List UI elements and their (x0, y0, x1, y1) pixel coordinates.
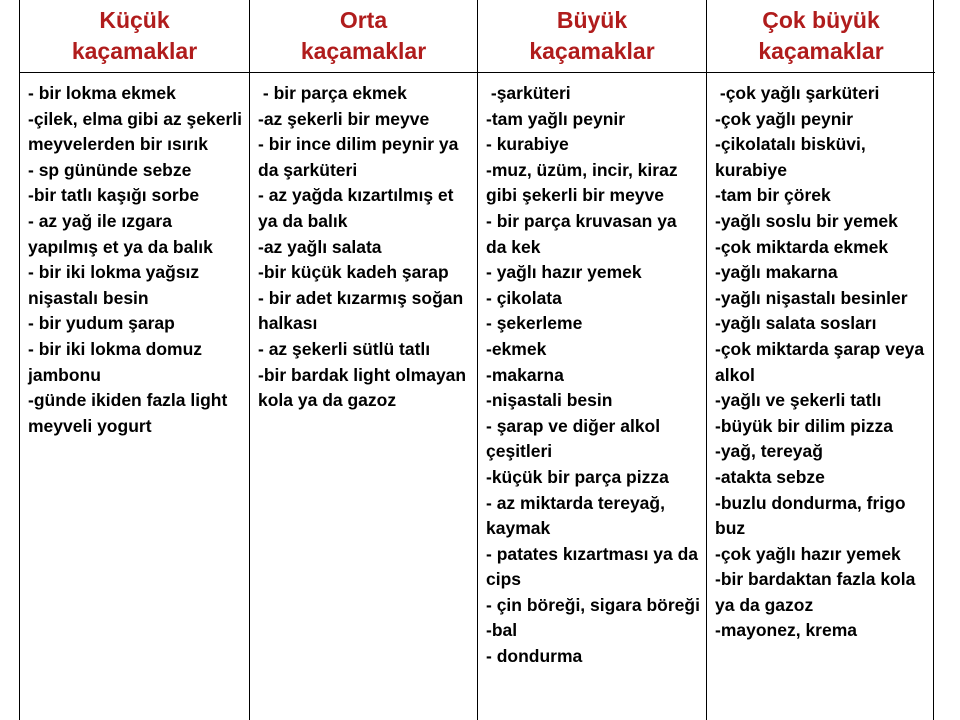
list-item: - sp gününde sebze (28, 159, 192, 180)
list-item: - bir parça ekmek (258, 83, 407, 103)
list-item: -bir küçük kadeh şarap (258, 262, 449, 283)
list-item: -çok yağlı hazır yemek (715, 543, 901, 564)
header-medium-snacks (249, 0, 477, 73)
list-item: - dondurma (486, 646, 583, 667)
snack-list (28, 81, 247, 439)
snack-size-table (19, 0, 934, 720)
list-item: -buzlu dondurma, frigo buz (715, 492, 911, 539)
list-item: -mayonez, krema (715, 620, 858, 641)
list-item: -yağlı ve şekerli tatlı (715, 390, 882, 411)
header-line-2: kaçamaklar (300, 38, 427, 64)
snack-list (486, 81, 703, 670)
list-item: -ekmek (486, 338, 547, 359)
list-item: -küçük bir parça pizza (486, 466, 669, 487)
list-item: -atakta sebze (715, 466, 825, 487)
list-item: - bir yudum şarap (28, 313, 175, 334)
header-line-2: kaçamaklar (529, 38, 655, 64)
list-item: - az miktarda tereyağ, kaymak (486, 492, 670, 539)
list-item: -tam yağlı peynir (486, 108, 626, 129)
column-medium-snacks (249, 73, 477, 720)
header-line-1: Çok büyük (762, 7, 880, 33)
header-line-1: Orta (339, 7, 388, 33)
list-item: - az şekerli sütlü tatlı (258, 338, 431, 359)
list-item: - patates kızartması ya da cips (486, 543, 703, 590)
list-item: -yağlı soslu bir yemek (715, 210, 898, 231)
header-line-2: kaçamaklar (758, 38, 884, 64)
list-item: -nişastali besin (486, 390, 613, 411)
list-item: -yağ, tereyağ (715, 441, 823, 462)
list-item: - şarap ve diğer alkol çeşitleri (486, 415, 665, 462)
snack-list (715, 81, 929, 644)
header-line-1: Küçük (99, 7, 170, 33)
list-item: -bir bardaktan fazla kola ya da gazoz (715, 569, 921, 615)
list-item: -bir bardak light olmayan kola ya da gazoz (258, 364, 471, 411)
header-line-2: kaçamaklar (71, 38, 198, 64)
list-item: -çilek, elma gibi az şekerli meyvelerden bir ısırık (28, 108, 247, 155)
snack-list (258, 81, 471, 414)
column-large-snacks (477, 73, 706, 720)
list-item: - az yağ ile ızgara yapılmış et ya da balık (28, 210, 213, 257)
list-item: - çin böreği, sigara böreği (486, 594, 700, 615)
list-item: -çok yağlı şarküteri (715, 83, 880, 103)
list-item: -tam bir çörek (715, 185, 831, 206)
list-item: - bir iki lokma yağsız nişastalı besin (28, 262, 205, 308)
list-item: -büyük bir dilim pizza (715, 415, 893, 436)
list-item: - bir ince dilim peynir ya da şarküteri (258, 134, 464, 180)
list-item: -çikolatalı bisküvi, kurabiye (715, 134, 871, 180)
list-item: -yağlı makarna (715, 262, 838, 283)
list-item: -az şekerli bir meyve (258, 108, 430, 129)
list-item: - çikolata (486, 287, 562, 308)
list-item: -muz, üzüm, incir, kiraz gibi şekerli bir meyve (486, 159, 683, 206)
list-item: -şarküteri (486, 83, 571, 103)
list-item: -bir tatlı kaşığı sorbe (28, 185, 200, 206)
list-item: - kurabiye (486, 134, 569, 155)
list-item: -yağlı nişastalı besinler (715, 287, 908, 308)
list-item: -çok miktarda şarap veya alkol (715, 338, 930, 385)
list-item: -az yağlı salata (258, 236, 382, 257)
list-item: - şekerleme (486, 313, 583, 334)
list-item: -makarna (486, 364, 564, 385)
header-line-1: Büyük (556, 7, 628, 33)
list-item: -çok miktarda ekmek (715, 236, 889, 257)
list-item: -yağlı salata sosları (715, 313, 877, 334)
header-very-large-snacks (706, 0, 935, 73)
list-item: -bal (486, 620, 518, 641)
header-large-snacks (477, 0, 706, 73)
list-item: - bir lokma ekmek (28, 83, 176, 103)
list-item: -günde ikiden fazla light meyveli yogurt (28, 390, 233, 436)
list-item: - bir parça kruvasan ya da kek (486, 210, 682, 257)
list-item: - az yağda kızartılmış et ya da balık (258, 185, 459, 231)
list-item: -çok yağlı peynir (715, 108, 854, 129)
header-small-snacks (20, 0, 249, 73)
list-item: - yağlı hazır yemek (486, 262, 642, 283)
list-item: - bir adet kızarmış soğan halkası (258, 287, 469, 334)
column-small-snacks (20, 73, 249, 720)
column-very-large-snacks (706, 73, 935, 720)
list-item: - bir iki lokma domuz jambonu (28, 338, 207, 385)
